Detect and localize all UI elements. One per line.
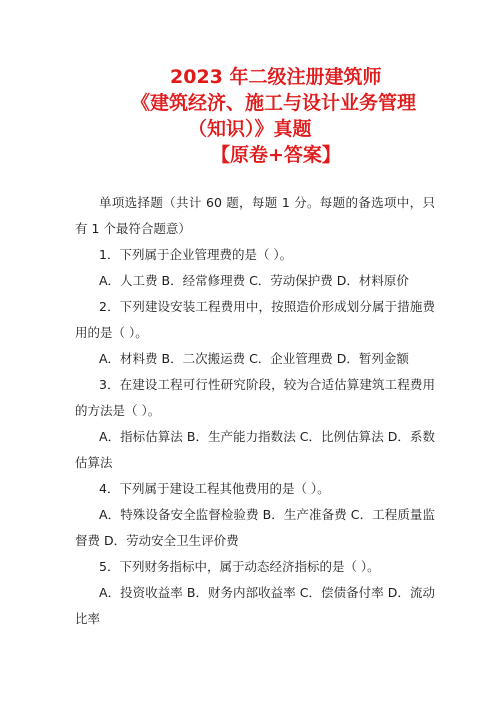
question-1-options: A．人工费 B．经常修理费 C．劳动保护费 D．材料原价	[99, 273, 409, 288]
title-line-3: （知识）》真题	[188, 118, 312, 140]
title-line-2: 《建筑经济、施工与设计业务管理	[131, 92, 417, 114]
title-line-1: 2023 年二级注册建筑师	[170, 66, 382, 88]
question-5-options: A．投资收益率 B．财务内部收益率 C．偿债备付率 D．流动比率	[75, 585, 435, 626]
question-1-stem: 1．下列属于企业管理费的是（ ）。	[99, 247, 293, 262]
question-5-stem: 5．下列财务指标中，属于动态经济指标的是（ ）。	[99, 559, 380, 574]
title-line-4: 【原卷+答案】	[211, 144, 341, 166]
question-2-stem: 2．下列建设安装工程费用中，按照造价形成划分属于措施费用的是（ ）。	[75, 299, 435, 340]
section-intro: 单项选择题（共计 60 题，每题 1 分。每题的备选项中，只有 1 个最符合题意）	[75, 195, 435, 236]
question-2-options: A．材料费 B．二次搬运费 C．企业管理费 D．暂列金额	[99, 351, 409, 366]
question-4-stem: 4．下列属于建设工程其他费用的是（ ）。	[99, 481, 330, 496]
question-4-options: A．特殊设备安全监督检验费 B．生产准备费 C．工程质量监督费 D．劳动安全卫生评价费	[75, 507, 435, 548]
question-3-options: A．指标估算法 B．生产能力指数法 C．比例估算法 D．系数估算法	[75, 429, 435, 470]
question-3-stem: 3．在建设工程可行性研究阶段，较为合适估算建筑工程费用的方法是（ ）。	[75, 377, 435, 418]
